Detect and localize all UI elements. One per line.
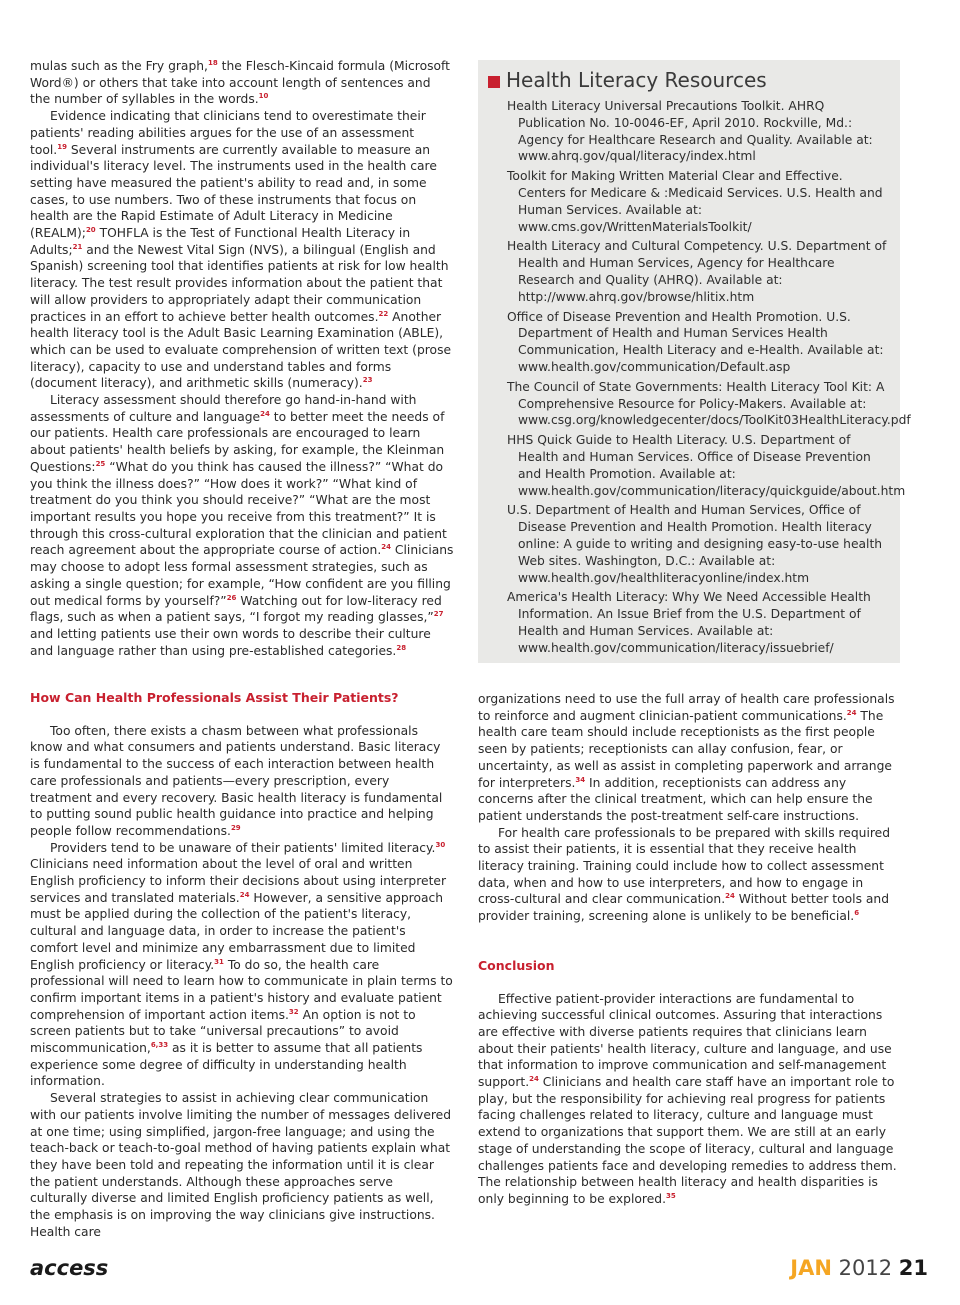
paragraph	[30, 58, 454, 108]
resource-item: America's Health Literacy: Why We Need Accessible Health Information. An Issue Brief from the U.S. Department of Health and Human Services. Available at: www.health.gov/communication/literacy/issuebrief/	[507, 590, 871, 655]
conclusion-heading: Conclusion	[478, 957, 555, 973]
paragraph-text: Literacy assessment should therefore go hand-in-hand with assessments of culture and language	[30, 393, 417, 424]
right-column-bottom	[478, 691, 902, 1208]
paragraph-text: For health care professionals to be prepared with skills required to assist their patients, it is essential that they receive health literacy training. Training could include how to collect assessment data, when and how to use interpreters, and how to engage in cross-cultural and clear communication.	[478, 825, 891, 907]
paragraph	[30, 840, 454, 1091]
paragraph-text: An option is not to screen patients but to take “universal precautions” to avoid miscommunication,	[30, 1007, 416, 1056]
paragraph-text: Several instruments are currently available to measure an individual's literacy level. The instruments used in the health care setting have measured the patient's ability to read and, in some cases, to use numbers. Two of these instruments that focus on health are the Rapid Estimate of Adult Literacy in Medicine (REALM);	[30, 142, 437, 241]
paragraph-text: Effective patient-provider interactions are fundamental to achieving successful clinical outcomes. Assuring that interactions are effective with diverse patients requires that clinicians learn about their patients' health literacy, culture and language, and use that information to improve communication and self-management support.	[478, 991, 892, 1090]
paragraph-text: the Flesch-Kincaid formula (Microsoft Word®) or others that take into account length of sentences and the number of syllables in the words.	[30, 59, 450, 107]
paragraph-text: Without better tools and provider training, screening alone is unlikely to be beneficial.	[478, 892, 890, 924]
paragraph	[478, 991, 902, 1208]
citation-ref: 24	[239, 890, 250, 899]
citation-ref: 34	[575, 775, 586, 784]
resource-item: The Council of State Governments: Health Literacy Tool Kit: A Comprehensive Resource for Policy-Makers. Available at: www.csg.org/knowledgecenter/docs/ToolKit03HealthLiteracy.pdf	[507, 379, 911, 428]
citation-ref: 30	[435, 840, 446, 849]
paragraph-text: The health care team should include receptionists as the first people seen by patients; receptionists can allay confusion, fear, or uncertainty, as well as assist in completing paperwork and arrange for interpreters.	[478, 708, 892, 790]
citation-ref: 6	[854, 909, 860, 918]
paragraph-text: Watching out for low-literacy red flags, such as when a patient says, “I forgot my reading glasses,”	[30, 593, 442, 625]
citation-ref: 24	[725, 892, 735, 901]
paragraph-text: to better meet the needs of our patients. Health care professionals are encouraged to learn about patients' health beliefs by asking, for example, the Kleinman Questions:	[30, 409, 445, 474]
citation-ref: 35	[666, 1191, 676, 1200]
paragraph-text: To do so, the health care professional will need to learn how to communicate in plain terms to confirm important items in a patient's history and evaluate patient comprehension of important action items.	[30, 957, 453, 1022]
section-body	[30, 723, 454, 1241]
paragraph-text: TOHFLA is the Test of Functional Health Literacy in Adults;	[30, 226, 411, 257]
paragraph	[478, 691, 902, 825]
citation-ref: 10	[258, 92, 269, 101]
paragraph-text: However, a sensitive approach must be applied during the collection of the patient's literacy, cultural and language data, in order to increase the patient's comfort level and minimize any embarrassment due to limited English proficiency or literacy.	[30, 890, 444, 972]
citation-ref: 19	[57, 142, 67, 151]
box-title-text: Health Literacy Resources	[506, 68, 767, 92]
paragraph-text: Clinicians need information about the level of oral and written English proficiency to inform their decisions about using interpreter services and translated materials.	[30, 857, 447, 905]
citation-ref: 18	[207, 59, 218, 67]
page-number: 21	[898, 1256, 928, 1280]
resource-list	[507, 98, 911, 660]
citation-ref: 24	[260, 409, 270, 418]
paragraph-text: Clinicians and health care staff have an important role to play, but the responsibility for achieving real progress for patients facing challenges related to literacy, culture and language must extend to organizations that support them. We are still at an early stage of understanding the scope of literacy, cultural and language challenges patients face and developing remedies to address them. The relationship between health literacy and health disparities is only beginning to be explored.	[478, 1075, 897, 1206]
citation-ref: 23	[362, 376, 373, 385]
citation-ref: 26	[226, 593, 237, 602]
citation-ref: 29	[230, 823, 241, 832]
magazine-name: access	[30, 1256, 109, 1280]
paragraph-text: as it is better to assume that all patients experience some degree of difficulty in understanding health information.	[30, 1041, 423, 1089]
issue-year: 2012	[838, 1256, 893, 1280]
paragraph	[30, 1090, 454, 1240]
citation-ref: 24	[846, 708, 857, 717]
conclusion-body	[478, 991, 902, 1208]
citation-ref: 28	[396, 643, 407, 652]
paragraph	[30, 392, 454, 659]
paragraph-text: Providers tend to be unaware of their patients' limited literacy.	[50, 840, 436, 855]
resource-item: Health Literacy Universal Precautions Toolkit. AHRQ Publication No. 10-0046-EF, April 2010. Rockville, Md.: Agency for Healthcare Research and Quality. Available at: www.ahrq.gov/qual/literacy/index.html	[507, 99, 873, 164]
citation-ref: 32	[288, 1007, 299, 1016]
left-column-top	[30, 58, 454, 659]
resource-item: Office of Disease Prevention and Health Promotion. U.S. Department of Health and Human Services Health Communication, Health Literacy and e-Health. Available at: www.health.gov/communication/Default.asp	[507, 309, 884, 374]
paragraph-text: Evidence indicating that clinicians tend to overestimate their patients' reading abilities argues for the use of an assessment tool.	[30, 109, 426, 157]
resource-item: HHS Quick Guide to Health Literacy. U.S. Department of Health and Human Services. Office of Disease Prevention and Health Promotion. Available at: www.health.gov/communication/literacy/quickguide/about.htm	[507, 433, 906, 498]
left-column-bottom	[30, 690, 454, 1241]
paragraph-text: and the Newest Vital Sign (NVS), a bilingual (English and Spanish) screening tool that identifies patients at risk for low health literacy. The test result provides information about the patient that will allow providers to appropriately adapt their communication practices in an effort to achieve better health outcomes.	[30, 242, 449, 324]
issue-info	[790, 1256, 928, 1280]
resource-item: Toolkit for Making Written Material Clear and Effective. Centers for Medicare & :Medicaid Services. U.S. Health and Human Services. Available at: www.cms.gov/WrittenMaterialsToolkit/	[507, 169, 883, 234]
paragraph	[478, 825, 902, 925]
red-square-bullet-icon	[488, 76, 500, 88]
health-literacy-resources-box	[478, 60, 911, 663]
citation-ref: 24	[381, 543, 392, 552]
citation-ref: 24	[529, 1075, 539, 1084]
section-body-continued	[478, 691, 902, 925]
paragraph-text: organizations need to use the full array of health care professionals to reinforce and augment clinician-patient communications.	[478, 692, 895, 723]
citation-ref: 6,33	[150, 1041, 169, 1050]
paragraph-text: mulas such as the Fry graph,	[30, 59, 208, 73]
paragraph	[30, 723, 454, 840]
box-title	[488, 68, 767, 92]
paragraph-text: Too often, there exists a chasm between what professionals know and what consumers and patients understand. Basic literacy is fundamental to the success of each interaction between health care professionals and patients—every prescription, every treatment and every recovery. Basic health literacy is fundamental to putting sound public health guidance into practice and helping people follow recommendations.	[30, 723, 443, 838]
citation-ref: 22	[378, 309, 389, 318]
citation-ref: 20	[85, 226, 96, 235]
citation-ref: 25	[95, 459, 106, 468]
citation-ref: 27	[433, 610, 444, 619]
paragraph-text: Another health literacy tool is the Adult Basic Learning Examination (ABLE), which can be used to evaluate comprehension of written text (prose literacy), capacity to use and understand tables and forms (document literacy), and arithmetic skills (numeracy).	[30, 309, 452, 391]
paragraph-text: In addition, receptionists can address any concerns after the clinical treatment, which can help ensure the patient understands the post-treatment self-care instructions.	[478, 775, 873, 823]
section-heading: How Can Health Professionals Assist Their Patients?	[30, 690, 399, 705]
paragraph-text: Several strategies to assist in achieving clear communication with our patients involve limiting the number of messages delivered at one time; using simplified, jargon-free language; and using the teach-back or teach-to-goal method of having patients explain what they have been told and repeating the information until it is clear the patient understands. Although these approaches serve culturally diverse and limited English proficiency patients as well, the emphasis is on improving the way clinicians give instructions. Health care	[30, 1091, 452, 1239]
paragraph	[30, 108, 454, 392]
paragraph-text: and letting patients use their own words to describe their culture and language rather than using pre-established categories.	[30, 626, 431, 658]
citation-ref: 21	[72, 242, 83, 251]
citation-ref: 31	[214, 957, 224, 966]
resource-item: Health Literacy and Cultural Competency. U.S. Department of Health and Human Services, Agency for Healthcare Research and Quality (AHRQ). Available at: http://www.ahrq.gov/browse/hlitix.htm	[507, 239, 887, 304]
paragraph-text: “What do you think has caused the illness?” “What do you think the illness does?” “How does it work?” “What kind of treatment do you think you should receive?” “What are the most important results you hope you receive from this treatment?” It is through this cross-cultural exploration that the clinician and patient reach agreement about the appropriate course of action.	[30, 459, 447, 558]
resource-item: U.S. Department of Health and Human Services, Office of Disease Prevention and Health Promotion. Health literacy online: A guide to writing and designing easy-to-use health Web sites. Washington, D.C.: Available at: www.health.gov/healthliteracyonline/index.htm	[507, 503, 883, 585]
paragraph-text: Clinicians may choose to adopt less formal assessment strategies, such as asking a single question; for example, “How confident are you filling out medical forms by yourself?”	[30, 543, 454, 608]
issue-month: JAN	[790, 1256, 832, 1280]
